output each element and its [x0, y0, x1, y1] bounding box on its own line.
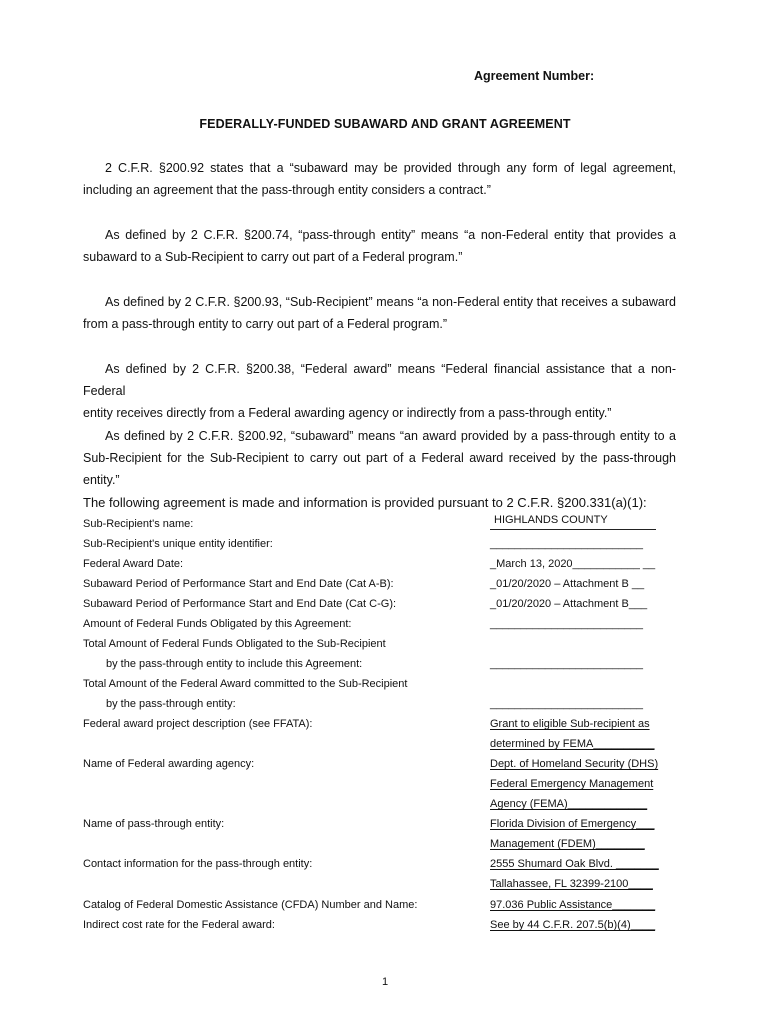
- paragraph-line: Sub-Recipient for the Sub-Recipient to carry out part of a Federal award received by the pass-through entity.”: [83, 451, 676, 487]
- pass-through-entity-value-continued: Management (FDEM)________: [490, 838, 645, 850]
- definition-paragraph: [83, 291, 676, 335]
- period-cg-label: Subaward Period of Performance Start and End Date (Cat C-G):: [83, 598, 397, 610]
- federal-award-date-label: Federal Award Date:: [83, 558, 184, 570]
- awarding-agency-label: Name of Federal awarding agency:: [83, 758, 255, 770]
- total-obligated-label: Total Amount of Federal Funds Obligated to the Sub-Recipient: [83, 638, 386, 650]
- definition-paragraph: [83, 157, 676, 201]
- unique-entity-id-label: Sub-Recipient's unique entity identifier:: [83, 538, 273, 550]
- amount-obligated-value: _________________________: [490, 618, 643, 630]
- paragraph-line: from a pass-through entity to carry out part of a Federal program.”: [83, 317, 448, 331]
- page-number: 1: [381, 976, 389, 988]
- paragraph-line: As defined by 2 C.F.R. §200.92, “subaward” means “an award provided by a pass-through entity to a: [105, 429, 676, 443]
- paragraph-line: including an agreement that the pass-through entity considers a contract.”: [83, 183, 491, 197]
- contact-info-value-continued: Tallahassee, FL 32399-2100____: [490, 878, 653, 890]
- awarding-agency-value-line2: Federal Emergency Management: [490, 778, 654, 790]
- paragraph-line: 2 C.F.R. §200.92 states that a “subaward may be provided through any form of legal agreement,: [105, 161, 676, 175]
- contact-info-label: Contact information for the pass-through entity:: [83, 858, 313, 870]
- total-obligated-value: _________________________: [490, 658, 643, 670]
- project-description-label: Federal award project description (see FFATA):: [83, 718, 313, 730]
- agreement-number-label: Agreement Number:: [474, 69, 595, 83]
- total-committed-value: _________________________: [490, 698, 643, 710]
- indirect-cost-value: See by 44 C.F.R. 207.5(b)(4)____: [490, 919, 656, 931]
- paragraph-line: As defined by 2 C.F.R. §200.38, “Federal award” means “Federal financial assistance that a non-Federal: [83, 362, 676, 398]
- awarding-agency-value-line3: Agency (FEMA)_____________: [490, 798, 648, 810]
- period-ab-label: Subaward Period of Performance Start and End Date (Cat A-B):: [83, 578, 394, 590]
- federal-award-date-value: _March 13, 2020___________ __: [490, 558, 656, 570]
- paragraph-line: As defined by 2 C.F.R. §200.93, “Sub-Recipient” means “a non-Federal entity that receives a subaward: [105, 295, 676, 309]
- cfda-value: 97.036 Public Assistance_______: [490, 899, 656, 911]
- definition-paragraph: [83, 224, 676, 268]
- period-ab-value: _01/20/2020 – Attachment B __: [490, 578, 645, 590]
- unique-entity-id-value: _________________________: [490, 538, 643, 550]
- awarding-agency-value: Dept. of Homeland Security (DHS): [490, 758, 659, 770]
- total-committed-label: Total Amount of the Federal Award committed to the Sub-Recipient: [83, 678, 408, 690]
- contact-info-value: 2555 Shumard Oak Blvd. _______: [490, 858, 659, 870]
- pass-through-entity-label: Name of pass-through entity:: [83, 818, 225, 830]
- total-obligated-label-continued: by the pass-through entity to include this Agreement:: [106, 658, 363, 670]
- definition-paragraph: [83, 358, 676, 424]
- paragraph-line: As defined by 2 C.F.R. §200.74, “pass-through entity” means “a non-Federal entity that provides a: [105, 228, 676, 242]
- cfda-label: Catalog of Federal Domestic Assistance (CFDA) Number and Name:: [83, 899, 418, 911]
- sub-recipient-name-label: Sub-Recipient's name:: [83, 518, 194, 530]
- total-committed-label-continued: by the pass-through entity:: [106, 698, 236, 710]
- indirect-cost-label: Indirect cost rate for the Federal award:: [83, 919, 275, 931]
- paragraph-line: entity receives directly from a Federal awarding agency or indirectly from a pass-through entity.”: [83, 406, 612, 420]
- period-cg-value: _01/20/2020 – Attachment B___: [490, 598, 648, 610]
- amount-obligated-label: Amount of Federal Funds Obligated by this Agreement:: [83, 618, 352, 630]
- sub-recipient-name-value: HIGHLANDS COUNTY: [494, 514, 608, 526]
- field-underline: [490, 529, 656, 530]
- paragraph-line: subaward to a Sub-Recipient to carry out part of a Federal program.”: [83, 250, 463, 264]
- project-description-value-continued: determined by FEMA__________: [490, 738, 655, 750]
- project-description-value: Grant to eligible Sub-recipient as: [490, 718, 650, 730]
- document-title: FEDERALLY-FUNDED SUBAWARD AND GRANT AGREEMENT: [199, 117, 571, 131]
- pass-through-entity-value: Florida Division of Emergency___: [490, 818, 655, 830]
- definition-paragraph: [83, 425, 676, 491]
- intro-statement: The following agreement is made and information is provided pursuant to 2 C.F.R. §200.331(a)(1):: [83, 495, 647, 510]
